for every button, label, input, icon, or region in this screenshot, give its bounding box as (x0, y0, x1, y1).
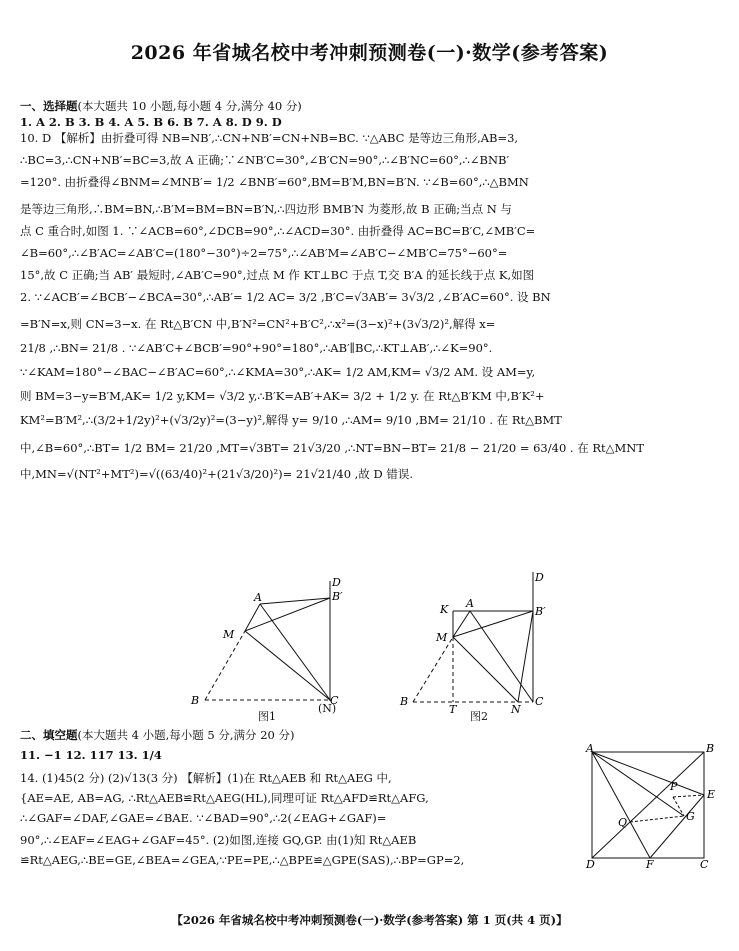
fig2-label-k: K (440, 603, 449, 616)
fig2-label-t: T (449, 703, 457, 716)
fig3-label-f: F (646, 858, 654, 871)
fig2-label-n: N (511, 703, 521, 716)
fig3-dash-pg (673, 797, 684, 816)
fig2-dash-bm (413, 637, 453, 702)
q10-line: 2. ∵∠ACB′=∠BCB′−∠BCA=30°,∴AB′= 1/2 AC= 3/2 ,B′C=√3AB′= 3√3/2 ,∠B′AC=60°. 设 BN (20, 290, 551, 304)
fig1-label-d: D (332, 576, 341, 589)
section1-heading-row (20, 98, 722, 114)
section1-heading: 一、选择题 (20, 99, 78, 113)
q10-line: 10. D 【解析】由折叠可得 NB=NB′,∴CN+NB′=CN+NB=BC. ∵△ABC 是等边三角形,AB=3, (20, 131, 519, 145)
q14-line: ∴∠GAF=∠DAF,∠GAE=∠BAE. ∵∠BAD=90°,∴2(∠EAG+∠GAF)= (20, 811, 387, 825)
fig3-label-b: B (706, 742, 715, 755)
q10-line: =120°. 由折叠得∠BNM=∠MNB′= 1/2 ∠BNB′=60°,BM=B′M,BN=B′N. ∵∠B=60°,∴△BMN (20, 175, 529, 189)
fig1-label-b: B (191, 694, 200, 707)
figure-3 (580, 742, 720, 872)
q10-line: 21/8 ,∴BN= 21/8 . ∵∠AB′C+∠BCB′=90°+90°=180°,∴AB′∥BC,∴KT⊥AB′,∴∠K=90°. (20, 341, 493, 355)
section2-note: (本大题共 4 小题,每小题 5 分,满分 20 分) (77, 728, 295, 742)
fig2-caption: 图2 (470, 710, 488, 723)
q10-line: ∴BC=3,∴CN+NB′=BC=3,故 A 正确;∵∠NB′C=30°,∠B′CN=90°,∴∠B′NC=60°,∴∠BNB′ (20, 153, 510, 167)
fig3-label-c: C (700, 858, 709, 871)
section2-answers: 11. −1 12. 117 13. 1/4 (20, 748, 162, 762)
fig1-label-m: M (223, 628, 235, 641)
fig2-line-mb (453, 611, 533, 637)
fig3-label-p: P (670, 780, 678, 793)
fig2-line-ma (453, 611, 470, 637)
fig3-label-d: D (586, 858, 595, 871)
fig2-line-nb (518, 611, 533, 702)
fig1-line-ab (260, 598, 330, 604)
q14-line: 14. (1)45(2 分) (2)√13(3 分) 【解析】(1)在 Rt△AEB 和 Rt△AEG 中, (20, 771, 392, 785)
fig2-label-bprime: B′ (535, 605, 546, 618)
fig2-line-mn (453, 637, 518, 702)
fig1-label-n: (N) (318, 702, 337, 715)
fig1-label-a: A (254, 591, 262, 604)
fig1-dash-bm (205, 631, 245, 700)
fig2-label-c: C (535, 695, 544, 708)
q10-line: 是等边三角形,∴BM=BN,∴B′M=BM=BN=B′N,∴四边形 BMB′N 为菱形,故 B 正确;当点 N 与 (20, 202, 512, 216)
fig3-label-g: G (686, 810, 695, 823)
q14-line: ≌Rt△AEG,∴BE=GE,∠BEA=∠GEA,∵PE=PE,∴△BPE≌△GPE(SAS),∴BP=GP=2, (20, 853, 465, 867)
fig3-line-db (592, 752, 704, 858)
section2-heading-row (20, 727, 722, 743)
fig3-line-fe (650, 795, 704, 858)
q10-line: KM²=B′M²,∴(3/2+1/2y)²+(√3/2y)²=(3−y)²,解得 y= 9/10 ,∴AM= 9/10 ,BM= 21/10 . 在 Rt△BMT (20, 413, 562, 427)
q10-line: ∵∠KAM=180°−∠BAC−∠B′AC=60°,∴∠KMA=30°,∴AK= 1/2 AM,KM= √3/2 AM. 设 AM=y, (20, 365, 536, 379)
q10-line: 15°,故 C 正确;当 AB′ 最短时,∠AB′C=90°,过点 M 作 KT⊥BC 于点 T,交 B′A 的延长线于点 K,如图 (20, 268, 535, 282)
q10-line: 中,∠B=60°,∴BT= 1/2 BM= 21/20 ,MT=√3BT= 21√3/20 ,∴NT=BN−BT= 21/8 − 21/20 = 63/40 . 在 Rt△MNT (20, 441, 645, 455)
q10-line: 中,MN=√(NT²+MT²)=√((63/40)²+(21√3/20)²)= 21√21/40 ,故 D 错误. (20, 467, 414, 481)
q14-line: {AE=AE, AB=AG, ∴Rt△AEB≌Rt△AEG(HL),同理可证 Rt△AFD≌Rt△AFG, (20, 791, 429, 805)
section1-answers: 1. A 2. B 3. B 4. A 5. B 6. B 7. A 8. D 9. D (20, 115, 282, 129)
fig3-label-a: A (586, 742, 594, 755)
fig2-line-ac (470, 611, 533, 702)
q14-line: 90°,∴∠EAF=∠EAG+∠GAF=45°. (2)如图,连接 GQ,GP. 由(1)知 Rt△AEB (20, 833, 417, 847)
figure-2 (398, 567, 558, 717)
fig3-label-q: Q (618, 816, 628, 829)
fig1-label-bprime: B′ (332, 590, 343, 603)
fig3-label-e: E (707, 788, 716, 801)
fig2-label-a: A (466, 597, 474, 610)
q10-line: ∠B=60°,∴∠B′AC=∠AB′C=(180°−30°)÷2=75°,∴∠AB′M=∠AB′C−∠MB′C=75°−60°= (20, 246, 508, 260)
fig3-line-af (592, 752, 650, 858)
q10-line: 则 BM=3−y=B′M,AK= 1/2 y,KM= √3/2 y,∴B′K=AB′+AK= 3/2 + 1/2 y. 在 Rt△B′KM 中,B′K²+ (20, 389, 545, 403)
page-title: 2026 年省城名校中考冲刺预测卷(一)·数学(参考答案) (130, 42, 609, 64)
q10-line: =B′N=x,则 CN=3−x. 在 Rt△B′CN 中,B′N²=CN²+B′C²,∴x²=(3−x)²+(3√3/2)²,解得 x= (20, 317, 496, 331)
fig3-dash-pe (673, 795, 704, 797)
q10-line: 点 C 重合时,如图 1. ∵∠ACB=60°,∠DCB=90°,∴∠ACD=30°. 由折叠得 AC=BC=B′C,∠MB′C= (20, 224, 536, 238)
fig1-label-c: C (330, 694, 339, 707)
fig3-dash-qg (630, 816, 684, 822)
fig2-label-d: D (535, 571, 544, 584)
fig3-line-ae (592, 752, 704, 795)
section1-note: (本大题共 10 小题,每小题 4 分,满分 40 分) (77, 99, 302, 113)
fig1-line-ma (245, 604, 260, 631)
section2-heading: 二、填空题 (20, 728, 78, 742)
page-footer: 【2026 年省城名校中考冲刺预测卷(一)·数学(参考答案) 第 1 页(共 4 页)】 (171, 913, 568, 927)
fig1-caption: 图1 (258, 710, 276, 723)
fig2-label-m: M (436, 631, 448, 644)
fig2-label-b: B (400, 695, 409, 708)
